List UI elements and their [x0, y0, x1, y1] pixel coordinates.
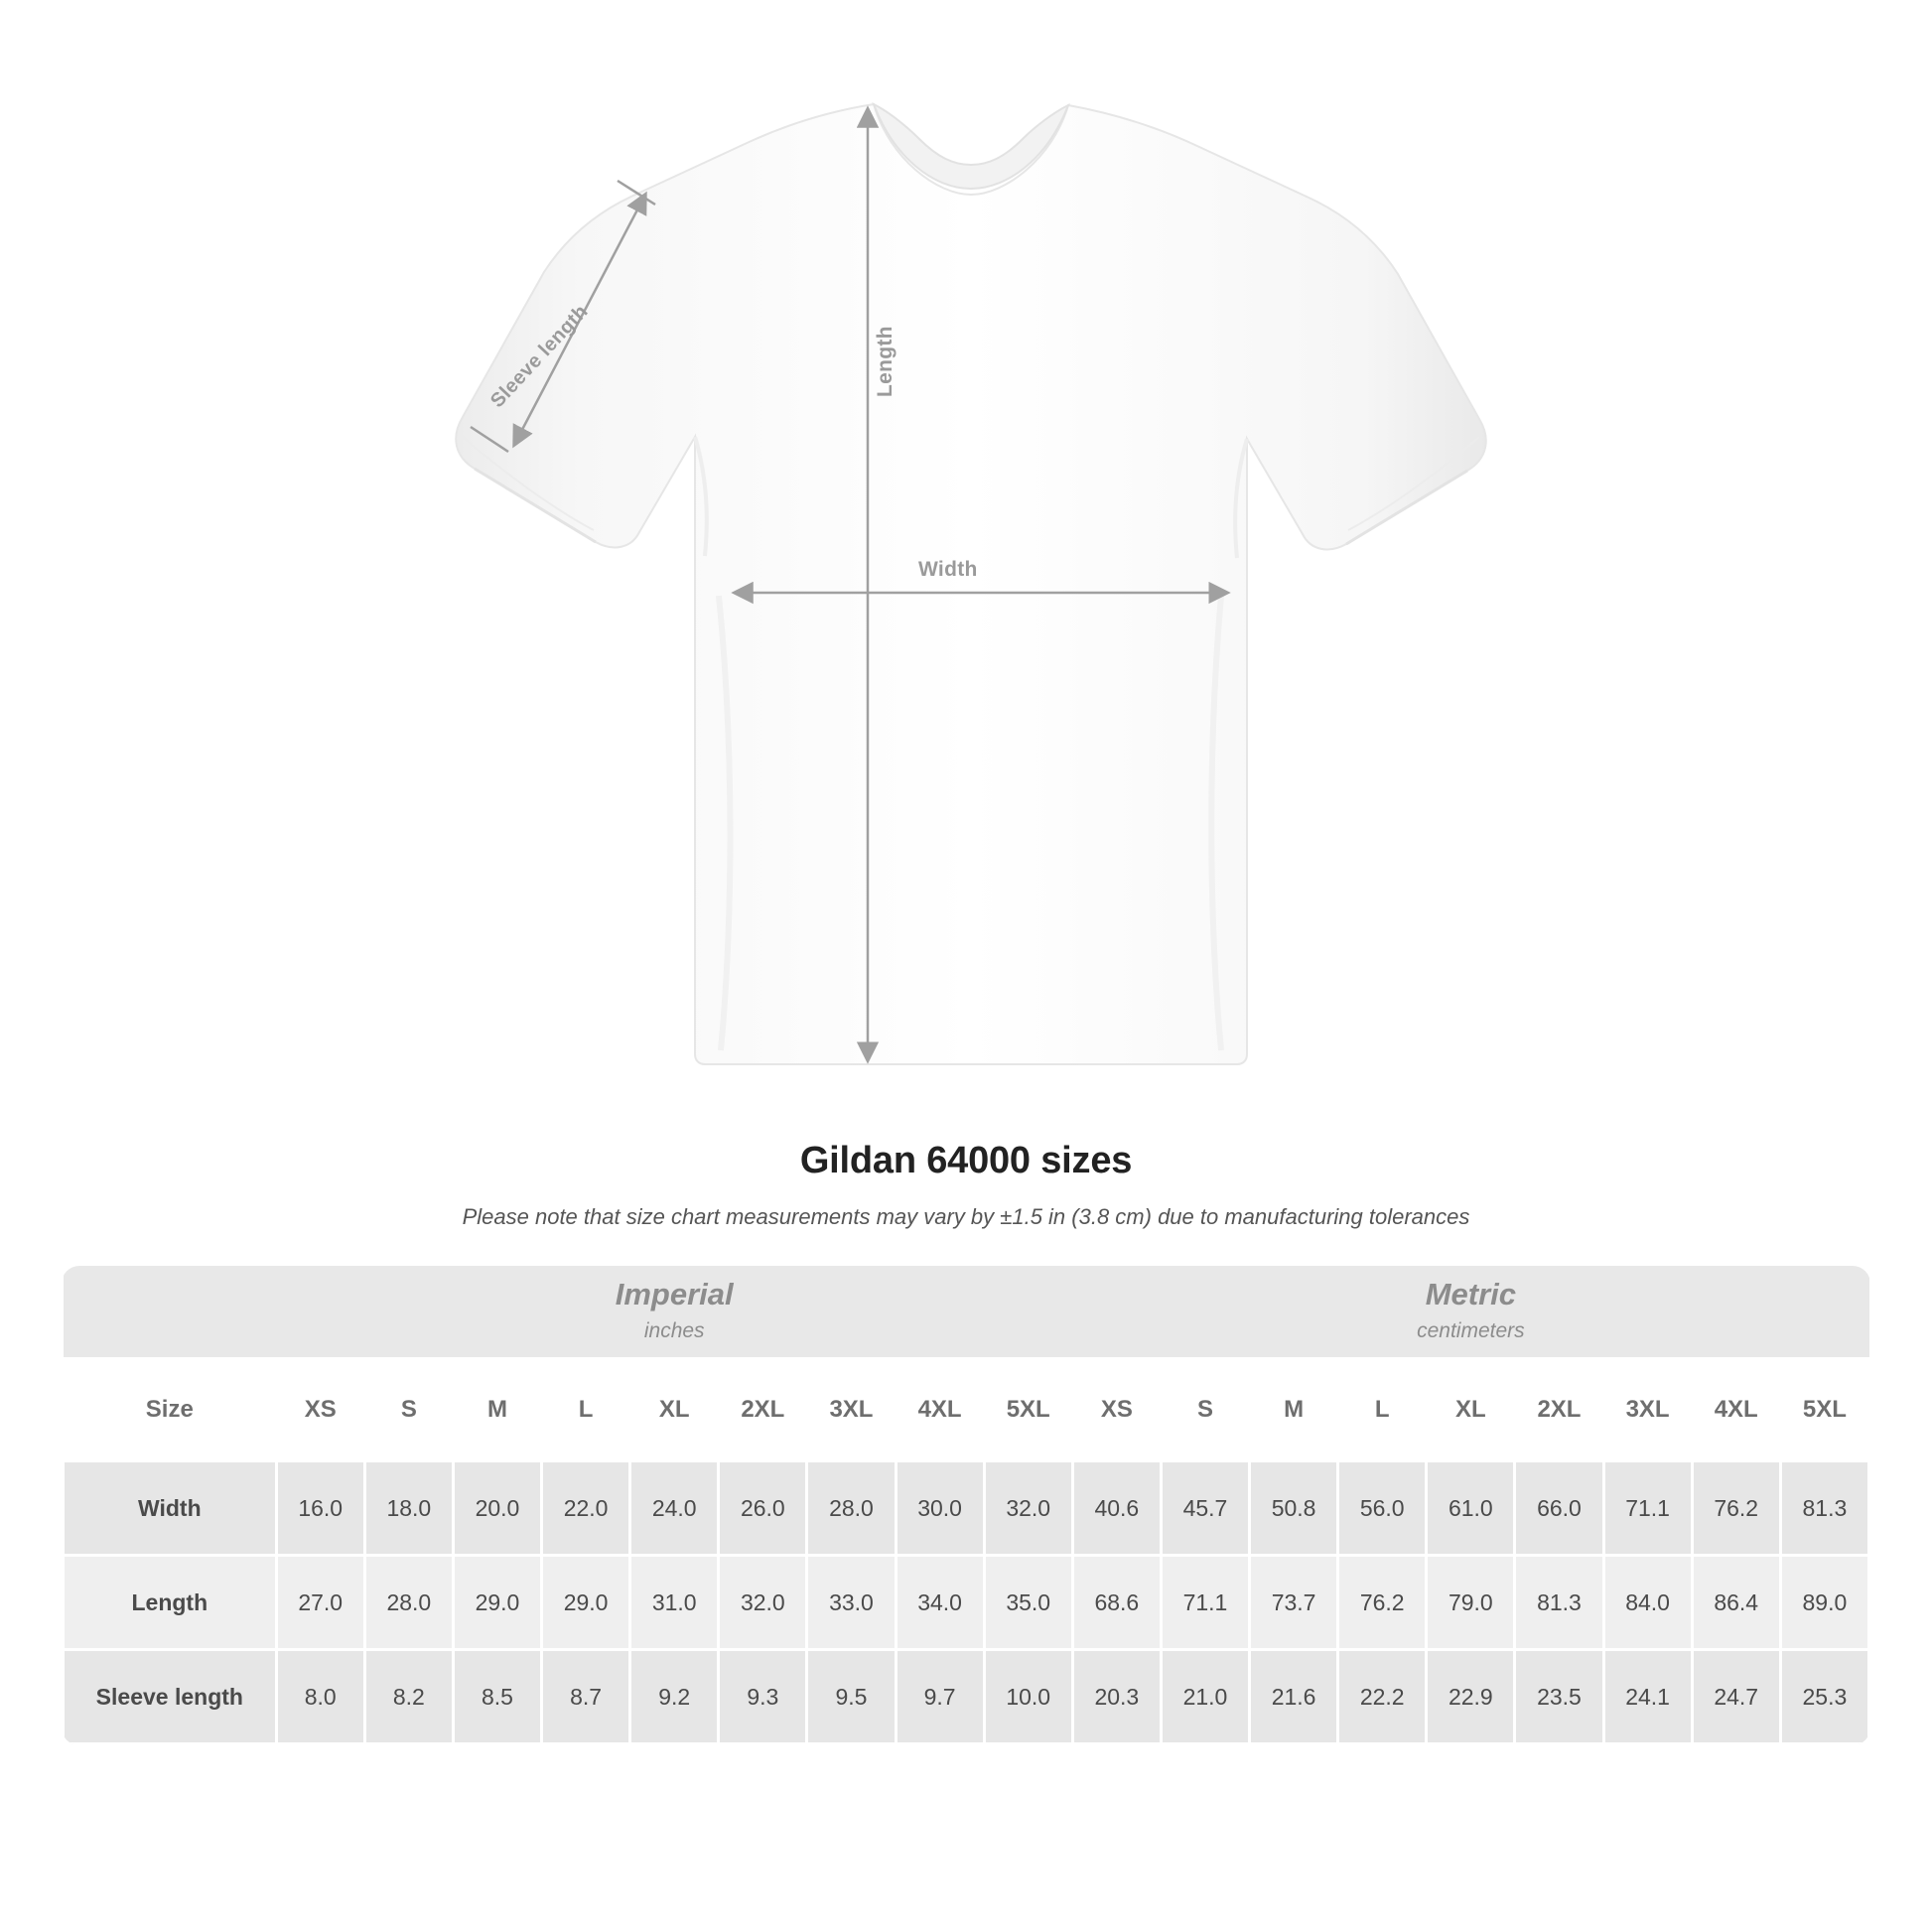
sleeve-length-dimension-label: Sleeve length	[486, 300, 593, 413]
measure-cell: 20.3	[1072, 1650, 1161, 1744]
size-cell: 5XL	[984, 1359, 1072, 1461]
measure-cell: 28.0	[807, 1461, 896, 1556]
size-header-row	[64, 1359, 1869, 1461]
measure-cell: 84.0	[1603, 1556, 1692, 1650]
measure-cell: 81.3	[1780, 1461, 1868, 1556]
table-row	[64, 1650, 1869, 1744]
unit-header-row	[64, 1266, 1869, 1359]
measure-cell: 30.0	[896, 1461, 984, 1556]
measure-cell: 24.7	[1692, 1650, 1780, 1744]
measure-cell: 8.2	[364, 1650, 453, 1744]
measure-cell: 29.0	[542, 1556, 630, 1650]
page-title: Gildan 64000 sizes	[799, 1140, 1133, 1181]
measure-cell: 21.6	[1250, 1650, 1338, 1744]
measure-cell: 8.0	[276, 1650, 364, 1744]
size-label-cell: Size	[64, 1359, 277, 1461]
measure-cell: 9.5	[807, 1650, 896, 1744]
measure-cell: 61.0	[1427, 1461, 1515, 1556]
measure-cell: 35.0	[984, 1556, 1072, 1650]
size-cell: L	[542, 1359, 630, 1461]
unit-group-imperial	[276, 1266, 1072, 1359]
size-cell: M	[453, 1359, 541, 1461]
size-cell: S	[364, 1359, 453, 1461]
measure-cell: 45.7	[1161, 1461, 1249, 1556]
size-cell: 5XL	[1780, 1359, 1868, 1461]
unit-group-imperial-name: Imperial	[615, 1276, 734, 1311]
measure-cell: 22.0	[542, 1461, 630, 1556]
size-cell: XL	[630, 1359, 719, 1461]
measure-cell: 23.5	[1515, 1650, 1603, 1744]
measure-cell: 27.0	[276, 1556, 364, 1650]
measure-cell: 76.2	[1692, 1461, 1780, 1556]
measure-cell: 22.2	[1338, 1650, 1427, 1744]
measure-cell: 18.0	[364, 1461, 453, 1556]
measure-cell: 29.0	[453, 1556, 541, 1650]
measure-cell: 10.0	[984, 1650, 1072, 1744]
measure-cell: 25.3	[1780, 1650, 1868, 1744]
measure-cell: 76.2	[1338, 1556, 1427, 1650]
row-label-width: Width	[64, 1461, 277, 1556]
measure-cell: 79.0	[1427, 1556, 1515, 1650]
size-cell: 2XL	[1515, 1359, 1603, 1461]
measure-cell: 68.6	[1072, 1556, 1161, 1650]
size-cell: 3XL	[807, 1359, 896, 1461]
measure-cell: 16.0	[276, 1461, 364, 1556]
measure-cell: 9.2	[630, 1650, 719, 1744]
measure-cell: 24.0	[630, 1461, 719, 1556]
size-cell: L	[1338, 1359, 1427, 1461]
table-row	[64, 1556, 1869, 1650]
tolerance-note: Please note that size chart measurements may vary by ±1.5 in (3.8 cm) due to manufacturing tolerances	[462, 1204, 1470, 1229]
measure-cell: 71.1	[1161, 1556, 1249, 1650]
measure-cell: 32.0	[719, 1556, 807, 1650]
measure-cell: 8.7	[542, 1650, 630, 1744]
measure-cell: 81.3	[1515, 1556, 1603, 1650]
measure-cell: 20.0	[453, 1461, 541, 1556]
measure-cell: 28.0	[364, 1556, 453, 1650]
measure-cell: 24.1	[1603, 1650, 1692, 1744]
measure-cell: 40.6	[1072, 1461, 1161, 1556]
unit-group-imperial-sub: inches	[643, 1318, 705, 1342]
measure-cell: 89.0	[1780, 1556, 1868, 1650]
unit-group-metric	[1072, 1266, 1868, 1359]
measure-cell: 26.0	[719, 1461, 807, 1556]
size-cell: M	[1250, 1359, 1338, 1461]
row-label-sleeve-length: Sleeve length	[64, 1650, 277, 1744]
title-block	[0, 1140, 1932, 1230]
measure-cell: 33.0	[807, 1556, 896, 1650]
tshirt-shape	[456, 104, 1486, 1064]
size-cell: XS	[1072, 1359, 1161, 1461]
table-corner-cell	[64, 1266, 277, 1359]
measure-cell: 73.7	[1250, 1556, 1338, 1650]
unit-group-metric-name: Metric	[1425, 1276, 1517, 1311]
measure-cell: 9.7	[896, 1650, 984, 1744]
measure-cell: 9.3	[719, 1650, 807, 1744]
size-table-wrapper	[62, 1266, 1870, 1745]
measure-cell: 22.9	[1427, 1650, 1515, 1744]
length-dimension-label: Length	[874, 326, 897, 397]
size-cell: XL	[1427, 1359, 1515, 1461]
measure-cell: 8.5	[453, 1650, 541, 1744]
width-dimension-label: Width	[918, 558, 978, 581]
unit-group-metric-sub: centimeters	[1417, 1318, 1525, 1342]
size-cell: 3XL	[1603, 1359, 1692, 1461]
measure-cell: 66.0	[1515, 1461, 1603, 1556]
size-cell: 2XL	[719, 1359, 807, 1461]
measure-cell: 86.4	[1692, 1556, 1780, 1650]
measure-cell: 50.8	[1250, 1461, 1338, 1556]
table-row	[64, 1461, 1869, 1556]
size-cell: XS	[276, 1359, 364, 1461]
measure-cell: 21.0	[1161, 1650, 1249, 1744]
row-label-length: Length	[64, 1556, 277, 1650]
measure-cell: 34.0	[896, 1556, 984, 1650]
measure-cell: 71.1	[1603, 1461, 1692, 1556]
size-table	[62, 1266, 1870, 1745]
measure-cell: 32.0	[984, 1461, 1072, 1556]
size-cell: 4XL	[896, 1359, 984, 1461]
measure-cell: 31.0	[630, 1556, 719, 1650]
size-cell: 4XL	[1692, 1359, 1780, 1461]
measure-cell: 56.0	[1338, 1461, 1427, 1556]
size-cell: S	[1161, 1359, 1249, 1461]
